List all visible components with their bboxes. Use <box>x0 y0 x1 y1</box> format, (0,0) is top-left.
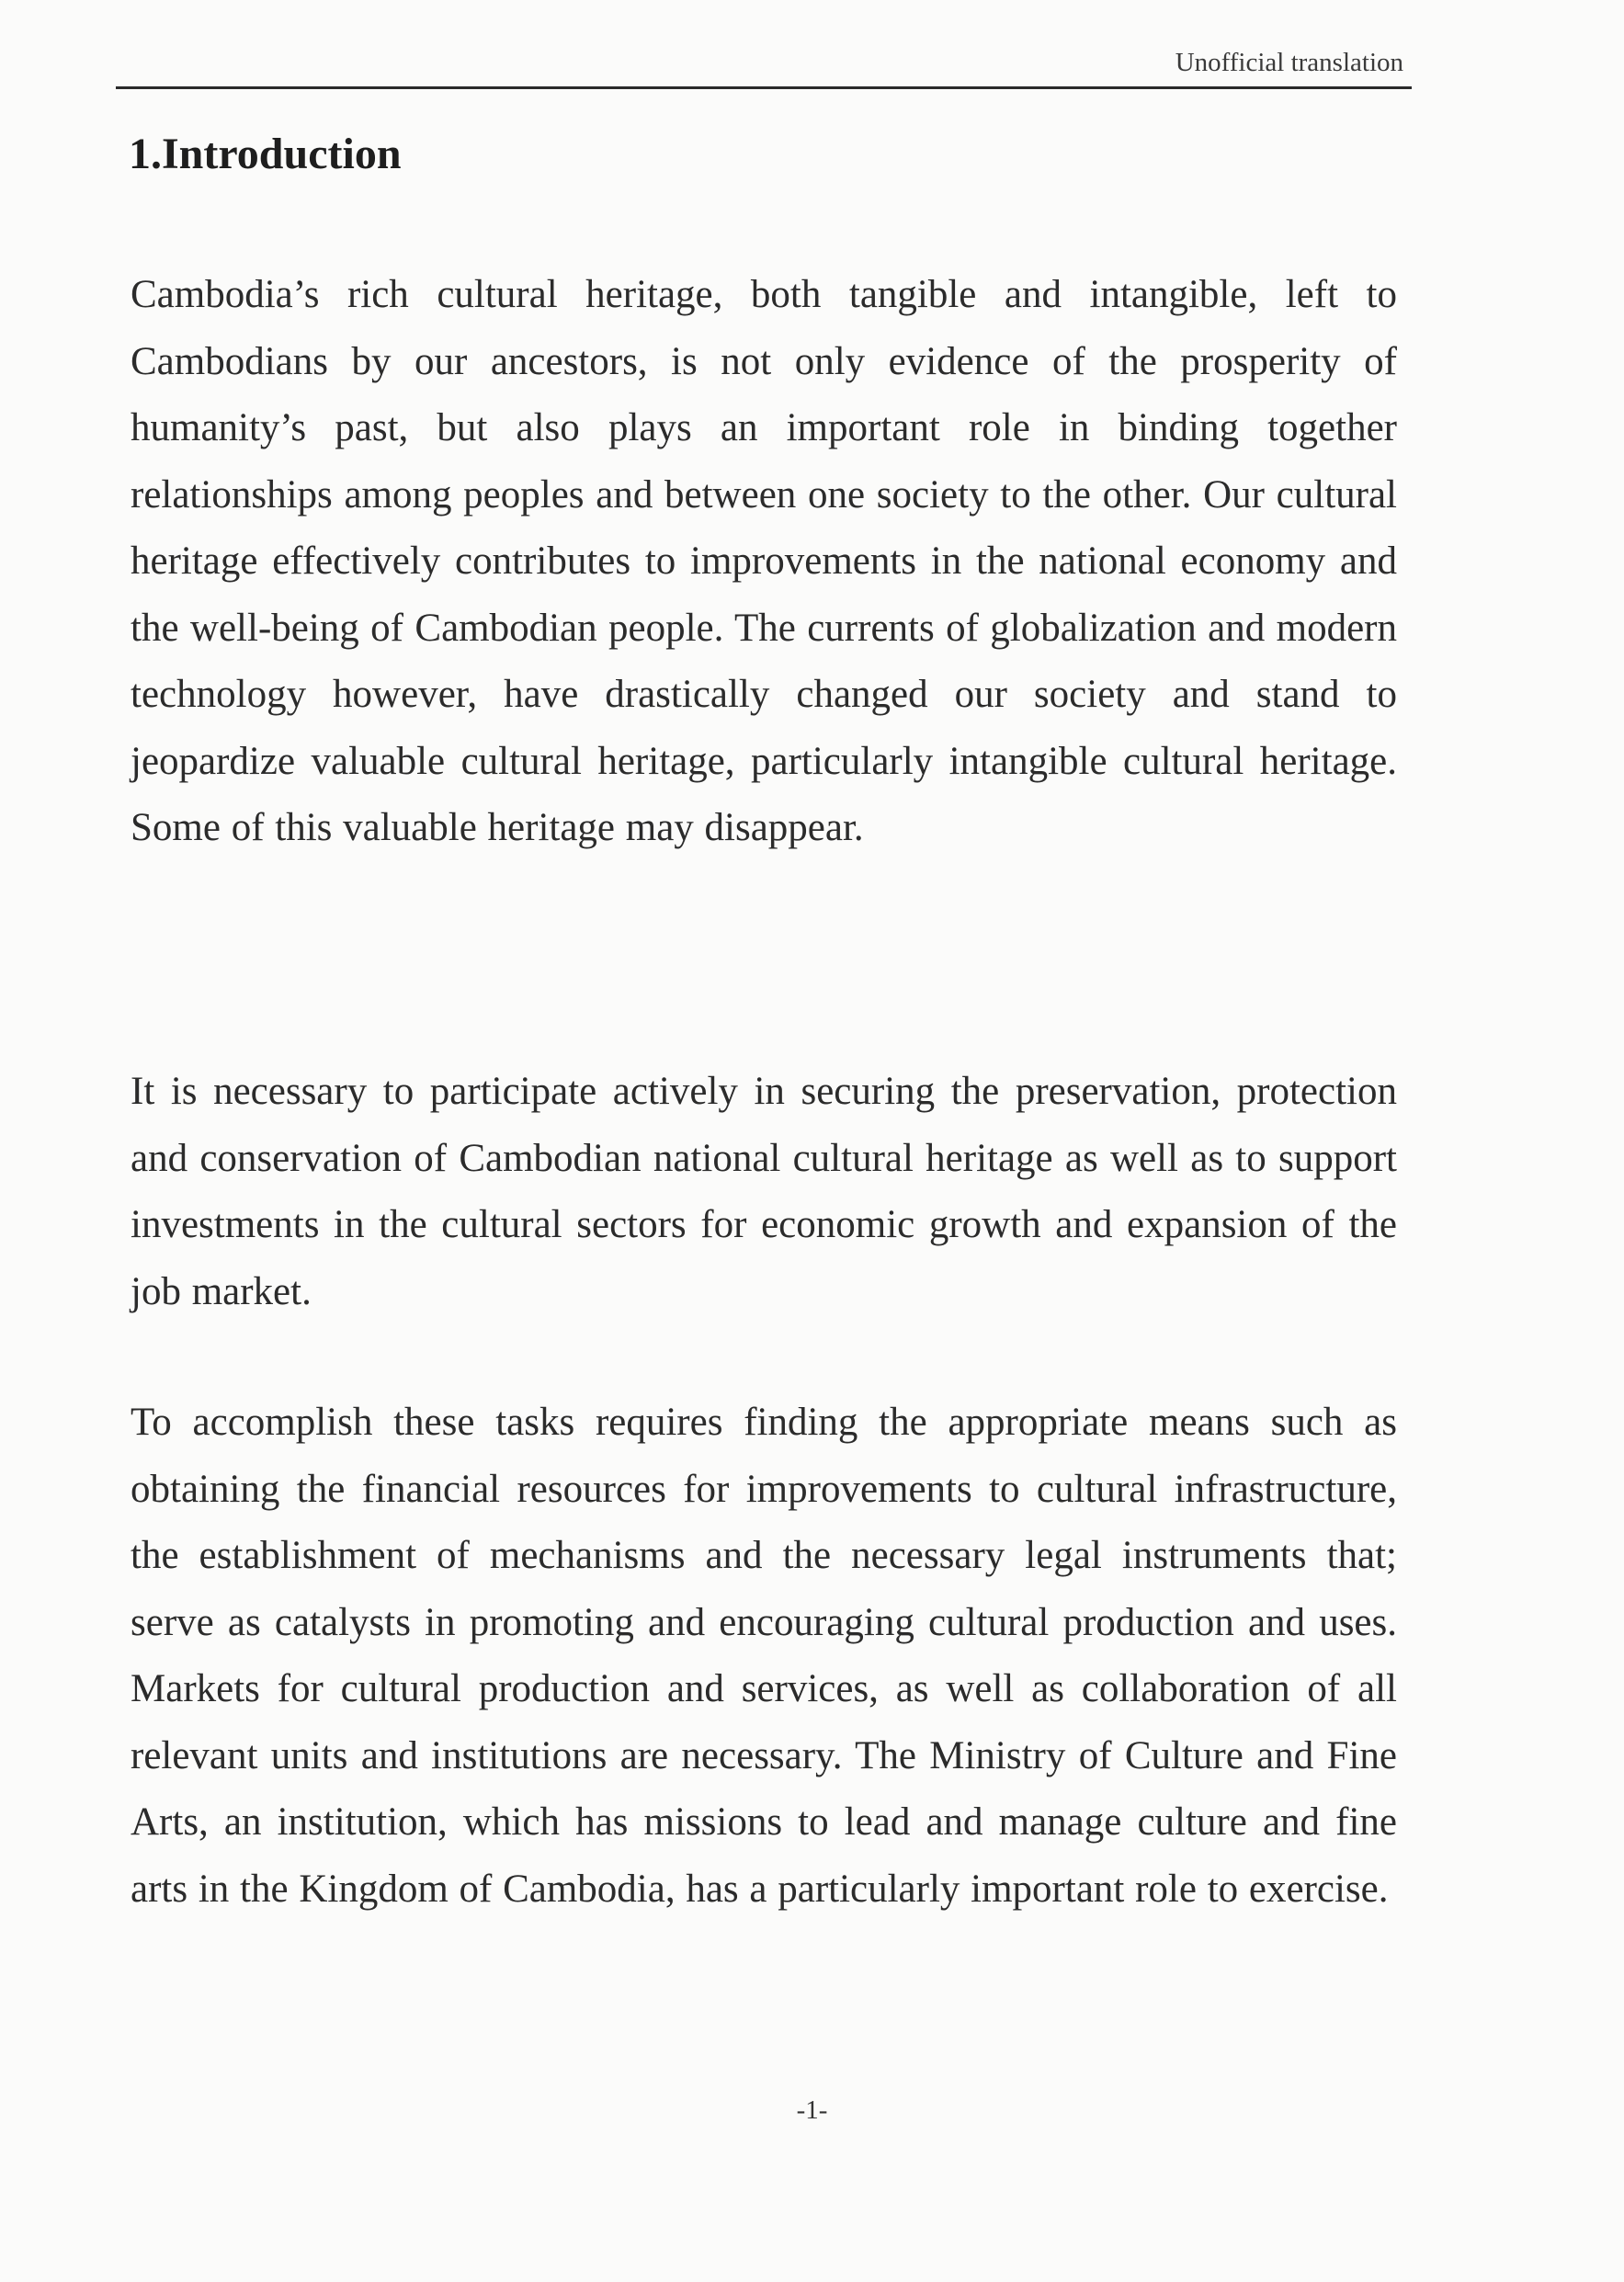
section-title: 1.Introduction <box>129 130 402 178</box>
paragraph-2: It is necessary to participate actively in securing the preservation, protection and conservation of Cambodian national cultural heritage as well as to support investments in the cultural sectors for economic growth and expansion of the job market. <box>131 1070 1397 1313</box>
header-label: Unofficial translation <box>1175 48 1403 77</box>
page-number: -1- <box>796 2095 828 2125</box>
paragraph-3: To accomplish these tasks requires finding the appropriate means such as obtaining the financial resources for improvements to cultural infrastructure, the establishment of mechanisms and the necessary legal instruments that; serve as catalysts in promoting and encouraging cultural production and uses. Markets for cultural production and services, as well as collaboration of all relevant units and institutions are necessary. The Ministry of Culture and Fine Arts, an institution, which has missions to lead and manage culture and fine arts in the Kingdom of Cambodia, has a particularly important role to exercise. <box>131 1401 1397 1911</box>
header-rule <box>116 86 1412 89</box>
paragraph-1: Cambodia’s rich cultural heritage, both tangible and intangible, left to Cambodians by our ancestors, is not only evidence of the prosperity of humanity’s past, but also plays an important role in binding together relationships among peoples and between one society to the other. Our cultural heritage effectively contributes to improvements in the national economy and the well-being of Cambodian people. The currents of globalization and modern technology however, have drastically changed our society and stand to jeopardize valuable cultural heritage, particularly intangible cultural heritage. Some of this valuable heritage may disappear. <box>131 273 1397 849</box>
